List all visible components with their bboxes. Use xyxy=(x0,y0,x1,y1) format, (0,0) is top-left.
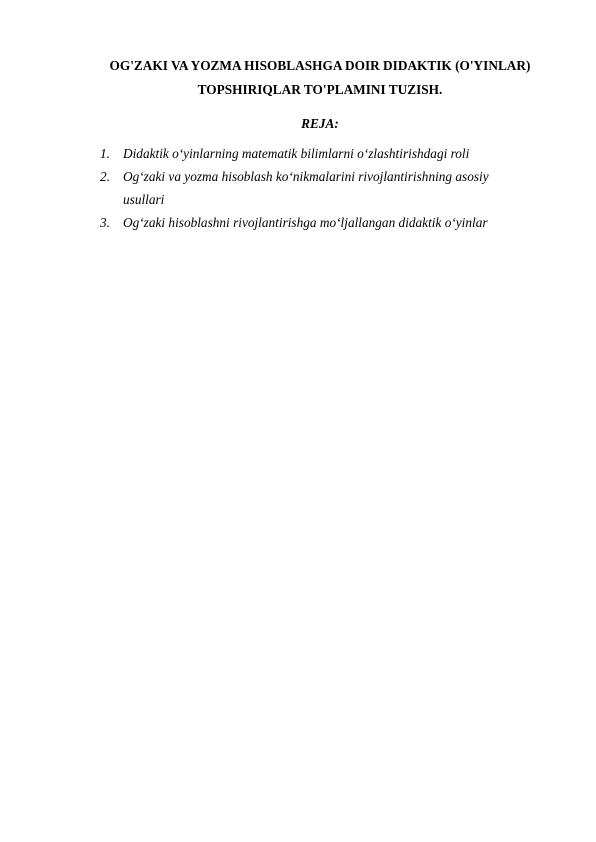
plan-item-text: Og‘zaki va yozma hisoblash ko‘nikmalarini rivojlantirishning asosiy usullari xyxy=(123,169,489,207)
plan-item-number: 1. xyxy=(100,146,110,161)
plan-item-text: Didaktik o‘yinlarning matematik bilimlarni o‘zlashtirishdagi roli xyxy=(123,146,470,161)
plan-heading: REJA: xyxy=(301,116,339,131)
plan-item xyxy=(100,211,520,234)
plan-list xyxy=(100,142,520,234)
plan-item xyxy=(100,165,520,211)
plan-item-number: 2. xyxy=(100,169,110,184)
document-title-line-1: OG'ZAKI VA YOZMA HISOBLASHGA DOIR DIDAKTIK (O'YINLAR) xyxy=(109,58,531,73)
plan-item xyxy=(100,142,520,165)
plan-item-text: Og‘zaki hisoblashni rivojlantirishga mo‘ljallangan didaktik o‘yinlar xyxy=(123,215,488,230)
document-title xyxy=(60,54,580,102)
document-title-line-2: TOPSHIRIQLAR TO'PLAMINI TUZISH. xyxy=(197,82,443,97)
plan-item-number: 3. xyxy=(100,215,110,230)
